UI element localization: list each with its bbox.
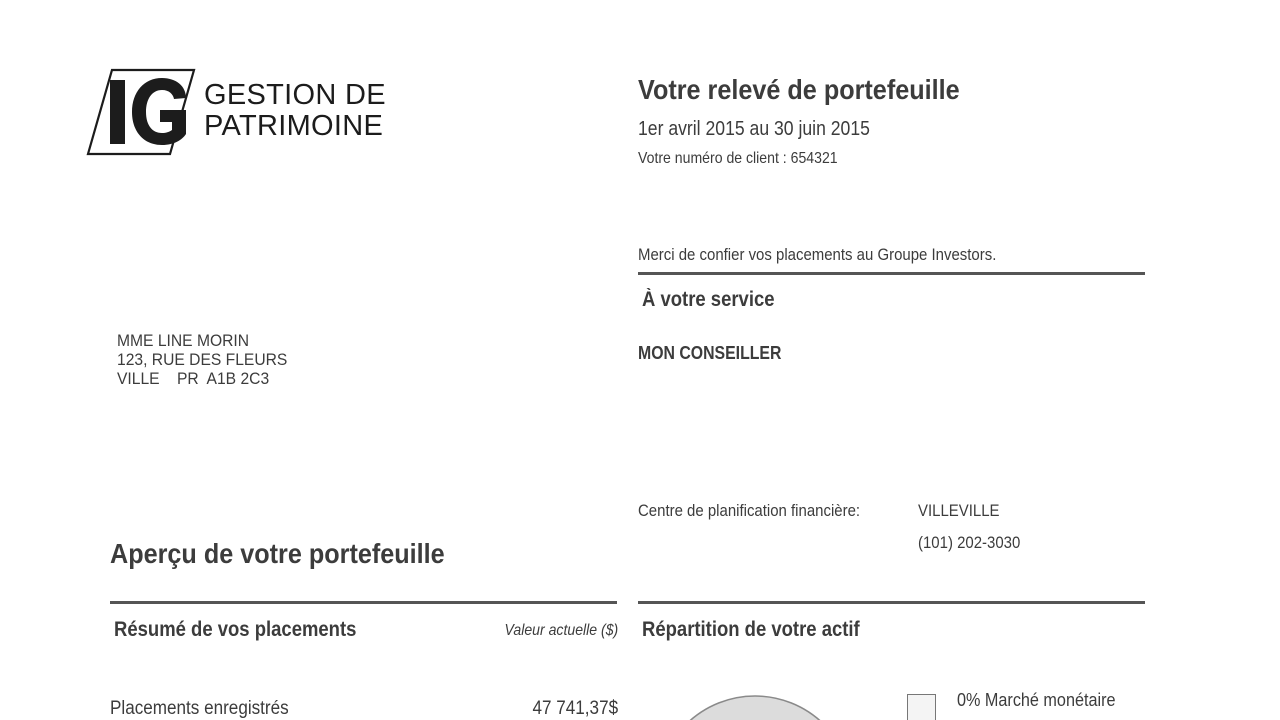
pie-slice — [660, 696, 853, 720]
centre-name: VILLEVILLE — [918, 501, 1000, 520]
address-line-2: 123, RUE DES FLEURS — [117, 350, 288, 369]
thanks-message: Merci de confier vos placements au Groupe Investors. — [638, 245, 997, 264]
summary-row-label: Placements enregistrés — [110, 698, 289, 719]
service-title: À votre service — [642, 288, 775, 311]
address-line-3: VILLE PR A1B 2C3 — [117, 369, 270, 388]
ig-logo-mark — [86, 68, 198, 158]
summary-divider — [110, 601, 617, 604]
logo-wordmark — [204, 80, 386, 142]
mailing-address — [117, 331, 287, 388]
logo-line-2: PATRIMOINE — [204, 110, 384, 142]
logo-line-1: GESTION DE — [204, 79, 386, 111]
centre-phone: (101) 202-3030 — [918, 533, 1021, 552]
summary-title: Résumé de vos placements — [114, 618, 357, 641]
allocation-pie-chart — [660, 684, 860, 720]
summary-row-value: 47 741,37$ — [532, 698, 618, 719]
advisor-name: MON CONSEILLER — [638, 343, 782, 363]
allocation-title: Répartition de votre actif — [642, 618, 860, 641]
legend-label: 0% Marché monétaire — [957, 690, 1116, 710]
overview-title: Aperçu de votre portefeuille — [110, 538, 445, 569]
service-divider — [638, 272, 1145, 275]
address-line-1: MME LINE MORIN — [117, 331, 250, 350]
legend-swatch — [907, 694, 936, 720]
centre-label: Centre de planification financière: — [638, 501, 861, 520]
client-number: Votre numéro de client : 654321 — [638, 150, 838, 167]
allocation-divider — [638, 601, 1145, 604]
statement-title: Votre relevé de portefeuille — [638, 74, 960, 105]
ig-logo — [86, 68, 416, 158]
value-column-header: Valeur actuelle ($) — [504, 622, 618, 639]
statement-period: 1er avril 2015 au 30 juin 2015 — [638, 118, 870, 140]
